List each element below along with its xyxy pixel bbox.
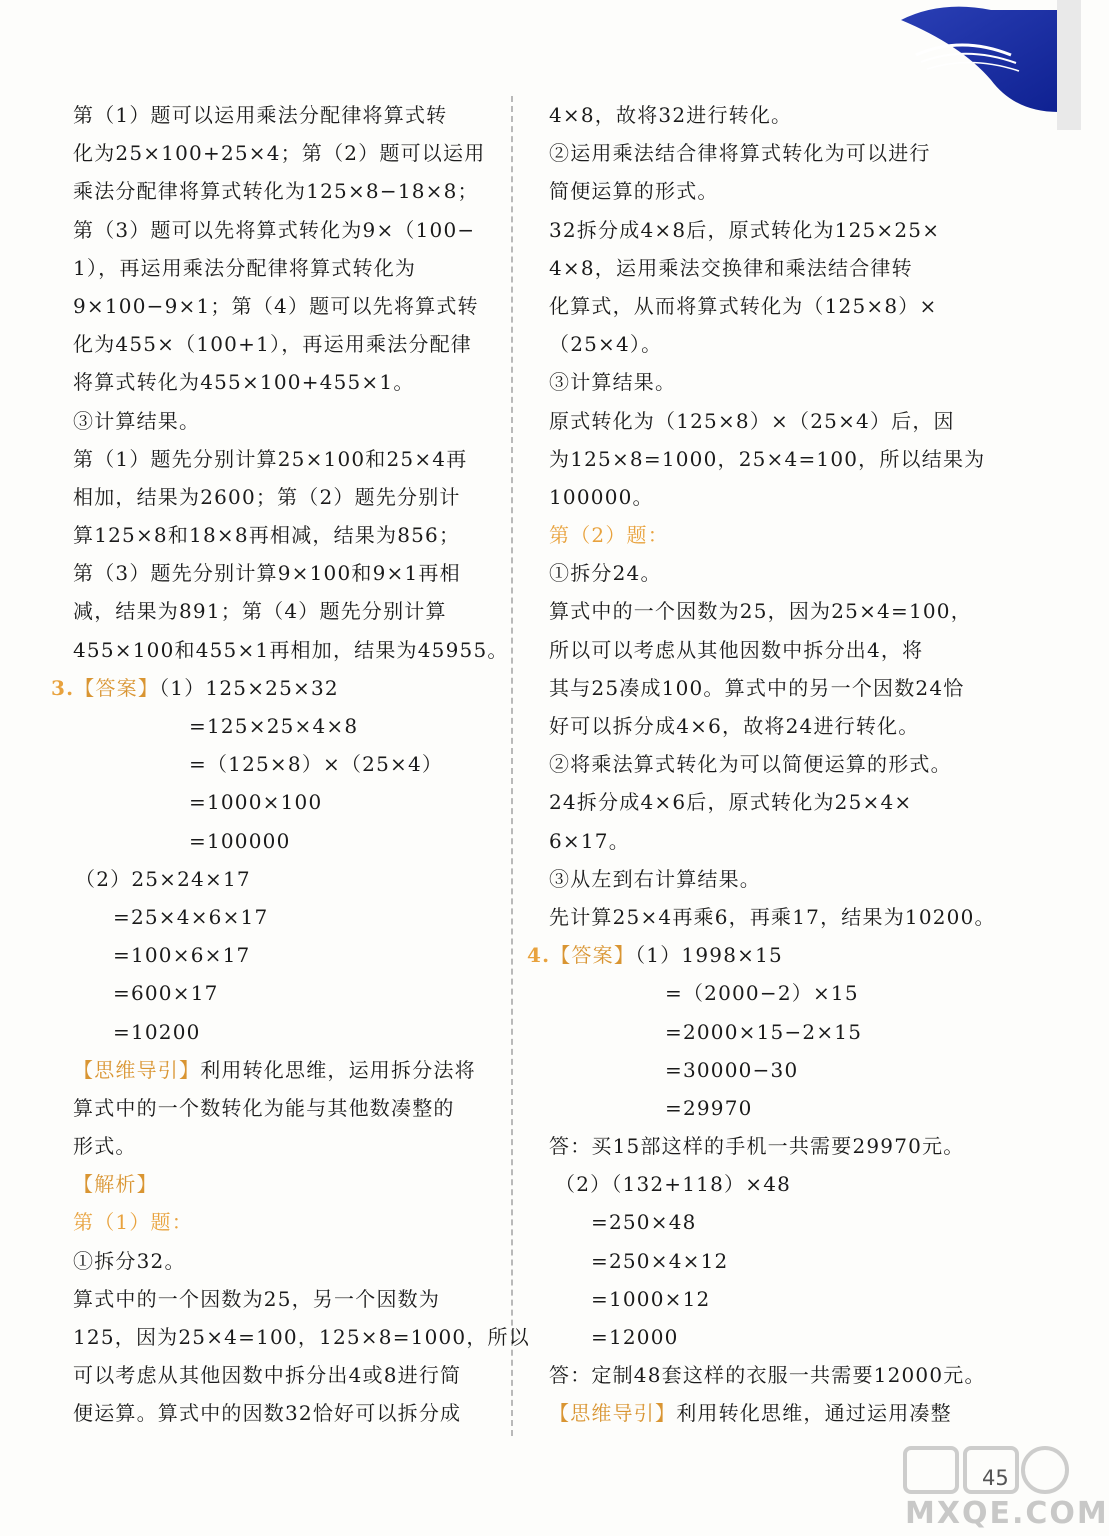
step-heading: ①拆分24。	[549, 561, 662, 586]
equation-line: =12000	[591, 1325, 679, 1349]
text-line: 将算式转化为455×100+455×1。	[73, 370, 415, 395]
left-column	[51, 96, 530, 1433]
text-line: 简便运算的形式。	[549, 179, 719, 204]
text-line: 4×8，故将32进行转化。	[549, 103, 793, 127]
step-heading: ①拆分32。	[73, 1248, 186, 1273]
text-line: 算式中的一个因数为25，因为25×4=100，	[549, 599, 972, 624]
text-line: 化为25×100+25×4；第（2）题可以运用	[73, 141, 486, 166]
answer-sentence: 答：买15部这样的手机一共需要29970元。	[549, 1134, 965, 1159]
text-line: 1），再运用乘法分配律将算式转化为	[73, 255, 417, 280]
text-line: 第（3）题可以先将算式转化为9×（100−	[73, 217, 476, 242]
step-heading: ②运用乘法结合律将算式转化为可以进行	[549, 141, 931, 166]
equation-line: =125×25×4×8	[189, 714, 359, 738]
text-line: 原式转化为（125×8）×（25×4）后，因	[549, 408, 955, 433]
text-line: 便运算。算式中的因数32恰好可以拆分成	[73, 1401, 462, 1426]
thinking-guide-tag: 【思维导引】	[73, 1057, 201, 1082]
equation-line: =2000×15−2×15	[665, 1019, 863, 1044]
text-line: 减，结果为891；第（4）题先分别计算	[73, 599, 447, 624]
equation-line: =（2000−2）×15	[665, 981, 859, 1006]
equation-line: =600×17	[113, 981, 219, 1006]
equation-line: （2）25×24×17	[75, 866, 251, 891]
text-line: 100000。	[549, 484, 654, 509]
equation-line: =250×4×12	[591, 1248, 729, 1273]
subquestion-heading: 第（2）题：	[549, 523, 669, 548]
text-line: 先计算25×4再乘6，再乘17，结果为10200。	[549, 904, 996, 929]
answer-tag: 【答案】	[74, 675, 160, 700]
text-line: 算式中的一个数转化为能与其他数凑整的	[73, 1095, 455, 1120]
text-span: 利用转化思维，通过运用凑整	[676, 1401, 952, 1426]
answer-sentence: 答：定制48套这样的衣服一共需要12000元。	[549, 1363, 986, 1388]
text-line: 24拆分成4×6后，原式转化为25×4×	[549, 790, 913, 815]
equation-line: =29970	[665, 1095, 753, 1120]
question-number: 3.	[51, 675, 75, 700]
q4-answer-line	[527, 936, 974, 974]
equation-line: =250×48	[591, 1210, 697, 1235]
thinking-guide-line	[73, 1051, 493, 1089]
text-line: 32拆分成4×8后，原式转化为125×25×	[549, 217, 941, 242]
text-line: 第（1）题先分别计算25×100和25×4再	[73, 446, 468, 471]
step-heading: ③从左到右计算结果。	[549, 866, 761, 891]
text-line: 算式中的一个因数为25，另一个因数为	[73, 1286, 441, 1311]
text-line: （25×4）。	[549, 332, 663, 357]
text-line: 为125×8=1000，25×4=100，所以结果为	[549, 446, 986, 471]
equation-line: =30000−30	[665, 1057, 799, 1082]
equation-line: =100×6×17	[113, 943, 251, 968]
text-line: 相加，结果为2600；第（2）题先分别计	[73, 484, 461, 509]
text-line: 好可以拆分成4×6，故将24进行转化。	[549, 714, 920, 738]
equation-line: =25×4×6×17	[113, 904, 269, 929]
text-line: 其与25凑成100。算式中的另一个因数24恰	[549, 675, 965, 700]
q3-answer-line	[51, 669, 493, 707]
text-span: 利用转化思维，运用拆分法将	[200, 1057, 476, 1082]
column-divider	[511, 96, 513, 1436]
text-line: 所以可以考虑从其他因数中拆分出4，将	[549, 637, 924, 662]
right-column	[527, 96, 996, 1433]
equation-line: （2）（132+118）×48	[555, 1172, 792, 1197]
text-line: 9×100−9×1；第（4）题可以先将算式转	[73, 293, 479, 318]
text-line: 化算式，从而将算式转化为（125×8）×	[549, 293, 938, 318]
subquestion-heading: 第（1）题：	[73, 1210, 193, 1235]
text-line: 乘法分配律将算式转化为125×8−18×8；	[73, 179, 479, 204]
text-line: 可以考虑从其他因数中拆分出4或8进行简	[73, 1363, 462, 1388]
step-heading: ③计算结果。	[73, 408, 201, 433]
thinking-guide-line	[549, 1394, 974, 1432]
equation-line: （1）1998×15	[635, 943, 783, 968]
equation-line: =（125×8）×（25×4）	[189, 752, 444, 777]
text-line: 125，因为25×4=100，125×8=1000，所以	[73, 1325, 530, 1349]
equation-line: =100000	[189, 828, 291, 853]
equation-line: =10200	[113, 1019, 201, 1044]
text-line: 化为455×（100+1），再运用乘法分配律	[73, 332, 472, 357]
analysis-tag: 【解析】	[73, 1172, 158, 1197]
text-line: 4×8，运用乘法交换律和乘法结合律转	[549, 255, 913, 280]
text-line: 算125×8和18×8再相减，结果为856；	[73, 523, 461, 548]
equation-line: =1000×12	[591, 1286, 711, 1311]
text-line: 455×100和455×1再相加，结果为45955。	[73, 637, 509, 662]
text-line: 第（3）题先分别计算9×100和9×1再相	[73, 561, 461, 586]
equation-line: =1000×100	[189, 790, 323, 815]
step-heading: ②将乘法算式转化为可以简便运算的形式。	[549, 752, 952, 777]
watermark-text: MXQE.COM	[905, 1496, 1109, 1531]
text-line: 6×17。	[549, 828, 630, 853]
equation-line: （1）125×25×32	[159, 675, 339, 700]
thinking-guide-tag: 【思维导引】	[549, 1401, 677, 1426]
text-line: 形式。	[73, 1134, 137, 1159]
step-heading: ③计算结果。	[549, 370, 677, 395]
page-number: 45	[982, 1466, 1009, 1490]
answer-tag: 【答案】	[550, 943, 636, 968]
question-number: 4.	[527, 943, 551, 968]
text-line: 第（1）题可以运用乘法分配律将算式转	[73, 103, 448, 127]
